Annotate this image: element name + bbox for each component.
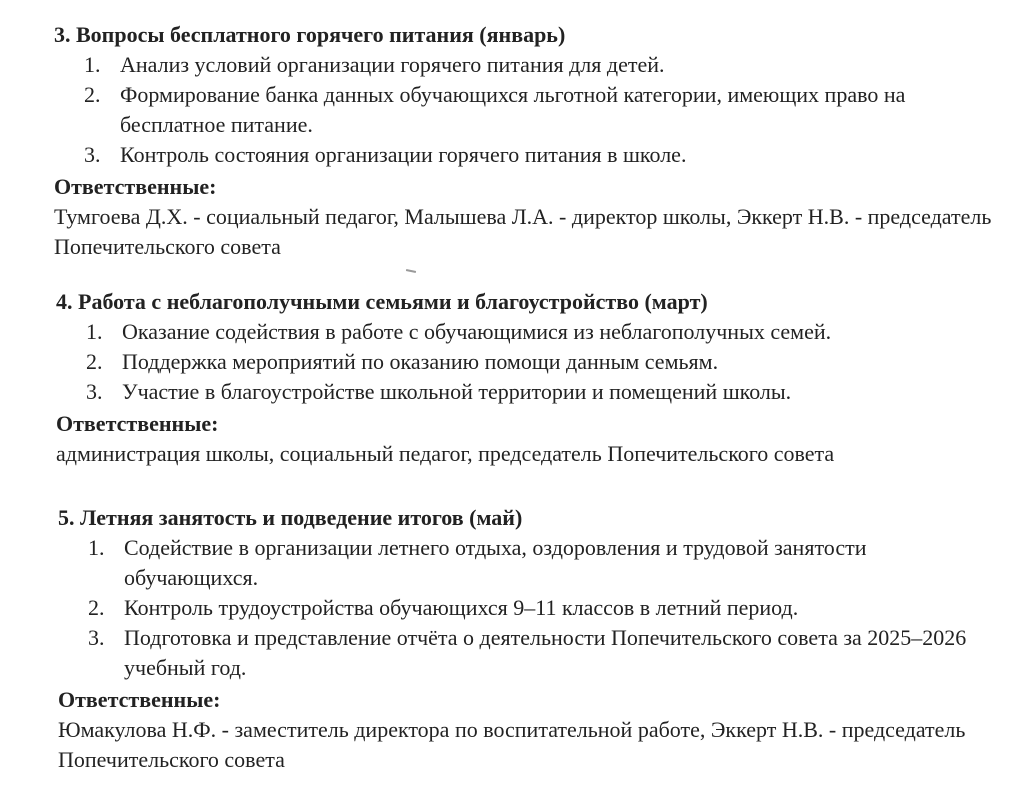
item-text: Контроль трудоустройства обучающихся 9–11 классов в летний период. (124, 595, 799, 620)
list-item (88, 533, 1028, 593)
section-heading (54, 20, 1028, 50)
section-title: Летняя занятость и подведение итогов (май) (80, 505, 523, 530)
item-text: Участие в благоустройстве школьной территории и помещений школы. (122, 379, 792, 404)
responsible-label: Ответственные: (58, 687, 221, 712)
item-text: Содействие в организации летнего отдыха, оздоровления и трудовой занятости обучающихся. (124, 535, 867, 590)
list-item (84, 80, 1028, 140)
item-number: 1. (86, 319, 103, 344)
item-number: 3. (84, 142, 101, 167)
section-number: 5. (58, 505, 75, 530)
item-number: 3. (88, 625, 105, 650)
list-item (88, 593, 1028, 623)
item-number: 2. (88, 595, 105, 620)
responsible-text: Юмакулова Н.Ф. - заместитель директора по воспитательной работе, Эккерт Н.В. - председатель Попечительского совета (58, 717, 966, 772)
section-hot-meals (54, 20, 1028, 262)
section-number: 3. (54, 22, 71, 47)
item-number: 1. (88, 535, 105, 560)
section-heading (58, 503, 1028, 533)
item-number: 2. (86, 349, 103, 374)
item-text: Подготовка и представление отчёта о деятельности Попечительского совета за 2025–2026 учебный год. (124, 625, 967, 680)
responsible-label: Ответственные: (56, 411, 219, 436)
section-heading (56, 287, 1028, 317)
section-title: Вопросы бесплатного горячего питания (январь) (76, 22, 566, 47)
item-text: Анализ условий организации горячего питания для детей. (120, 52, 665, 77)
section-title: Работа с неблагополучными семьями и благоустройство (март) (78, 289, 708, 314)
section-summer (58, 503, 1028, 775)
task-list (58, 533, 1028, 683)
scan-mark (406, 269, 416, 273)
responsible-text: администрация школы, социальный педагог, председатель Попечительского совета (56, 441, 835, 466)
list-item (84, 140, 1028, 170)
item-text: Контроль состояния организации горячего питания в школе. (120, 142, 687, 167)
item-text: Поддержка мероприятий по оказанию помощи данным семьям. (122, 349, 719, 374)
task-list (56, 317, 1028, 407)
item-number: 1. (84, 52, 101, 77)
list-item (86, 317, 1028, 347)
task-list (54, 50, 1028, 170)
item-number: 2. (84, 82, 101, 107)
responsible-text: Тумгоева Д.Х. - социальный педагог, Малышева Л.А. - директор школы, Эккерт Н.В. - председатель Попечительского совета (54, 204, 992, 259)
item-text: Оказание содействия в работе с обучающимися из неблагополучных семей. (122, 319, 832, 344)
list-item (86, 347, 1028, 377)
list-item (88, 623, 1028, 683)
item-number: 3. (86, 379, 103, 404)
list-item (86, 377, 1028, 407)
responsible-label: Ответственные: (54, 174, 217, 199)
section-number: 4. (56, 289, 73, 314)
item-text: Формирование банка данных обучающихся льготной категории, имеющих право на бесплатное питание. (120, 82, 906, 137)
list-item (84, 50, 1028, 80)
section-families (56, 287, 1028, 469)
